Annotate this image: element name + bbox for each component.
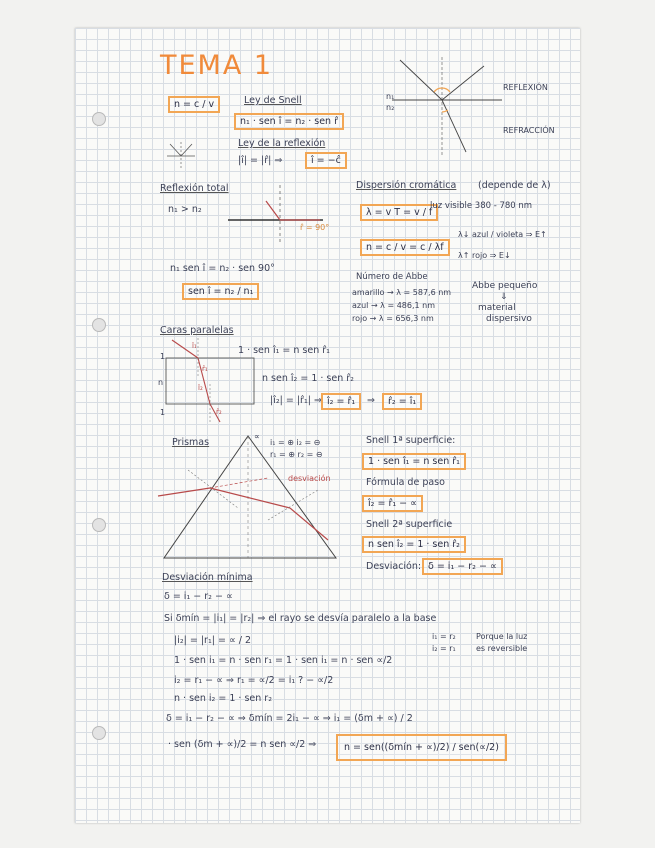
- abbe-label: Número de Abbe: [356, 272, 428, 282]
- reflexion-equation: |î| = |r̂| ⇒: [238, 155, 283, 166]
- minima-line-6: n · sen i₂ = 1 · sen r₂: [174, 693, 273, 704]
- abbe-note-3: material: [478, 303, 516, 313]
- binder-hole: [92, 318, 106, 332]
- binder-hole: [92, 112, 106, 126]
- paso-label: Fórmula de paso: [366, 477, 445, 488]
- prisma-signs-2: r₁ = ⊕ r₂ = ⊖: [270, 450, 323, 459]
- caras-r2: r̂₂: [216, 408, 222, 416]
- reflexion-total-condition: n₁ > n₂: [168, 204, 202, 215]
- page-title: TEMA 1: [160, 50, 274, 81]
- n1-label: n₁: [386, 92, 395, 101]
- n-definition: n = c / v: [168, 96, 220, 113]
- binder-hole: [92, 518, 106, 532]
- minima-line-8: · sen (δm + ∝)/2 = n sen ∝/2 ⇒: [168, 739, 317, 750]
- total-reflection-diagram: [228, 185, 338, 245]
- minima-label: Desviación mínima: [162, 572, 253, 583]
- lambda-equation: λ = v T = v / f: [360, 204, 438, 221]
- snell1-label: Snell 1ª superficie:: [366, 435, 456, 446]
- snell1-box: 1 · sen î₁ = n sen r̂₁: [362, 453, 466, 470]
- snell-label: Ley de Snell: [244, 95, 302, 106]
- luz-visible: luz visible 380 - 780 nm: [430, 201, 533, 211]
- reflexion-total-box: sen î = n₂ / n₁: [182, 283, 259, 300]
- reflexion-label: Ley de la reflexión: [238, 138, 326, 149]
- caras-box2: r̂₂ = î₁: [382, 393, 422, 410]
- reflection-refraction-diagram: [382, 52, 512, 162]
- rojo-energy: λ↑ rojo ⇒ E↓: [458, 251, 511, 260]
- reflexion-total-label: Reflexión total: [160, 183, 229, 194]
- caras-arrow: ⇒: [367, 395, 375, 406]
- prisma-label: Prismas: [172, 437, 210, 448]
- n-dispersion-equation: n = c / v = c / λf: [360, 239, 450, 256]
- abbe-note-1: Abbe pequeño: [472, 281, 538, 291]
- azul-line: azul → λ = 486,1 nm: [352, 301, 436, 310]
- caras-eq2: n sen î₂ = 1 · sen r̂₂: [262, 373, 354, 384]
- minima-line-7: δ = i₁ − r₂ − ∝ ⇒ δmín = 2i₁ − ∝ ⇒ i₁ = (δm + ∝) / 2: [166, 713, 413, 724]
- snell2-box: n sen î₂ = 1 · sen r̂₂: [362, 536, 466, 553]
- reflexion-total-angle: r̂ = 90°: [300, 223, 330, 232]
- desviacion-label: Desviación:: [366, 561, 422, 572]
- minima-final-box: n = sen((δmín + ∝)/2) / sen(∝/2): [336, 734, 507, 761]
- snell2-label: Snell 2ª superficie: [366, 519, 453, 530]
- caras-n: n: [158, 378, 164, 387]
- paso-box: î₂ = r̂₁ − ∝: [362, 495, 423, 512]
- abbe-note-2: ⇓: [500, 292, 508, 302]
- azul-energy: λ↓ azul / violeta ⇒ E↑: [458, 230, 547, 239]
- minima-line-2: Si δmín = |i₁| = |r₂| ⇒ el rayo se desvía paralelo a la base: [164, 613, 437, 624]
- prisma-desviacion-tag: desviación: [288, 474, 331, 483]
- desviacion-box: δ = i₁ − r₂ − ∝: [422, 558, 503, 575]
- amarillo-line: amarillo → λ = 587,6 nm: [352, 288, 452, 297]
- n2-label: n₂: [386, 103, 395, 112]
- prisma-alpha: ∝: [254, 432, 260, 441]
- minima-side-1: i₁ = r₂: [432, 632, 456, 641]
- caras-i2: î₂: [198, 384, 203, 392]
- caras-label: Caras paralelas: [160, 325, 234, 336]
- snell-equation: n₁ · sen î = n₂ · sen r̂: [234, 113, 344, 130]
- abbe-note-4: dispersivo: [486, 314, 532, 324]
- refraccion-tag: REFRACCIÓN: [503, 126, 555, 135]
- caras-r1: r̂₁: [202, 365, 208, 373]
- reflexion-total-equation: n₁ sen î = n₂ · sen 90°: [170, 263, 275, 274]
- binder-hole: [92, 726, 106, 740]
- caras-box1: î₂ = r̂₁: [321, 393, 361, 410]
- caras-eq1: 1 · sen î₁ = n sen r̂₁: [238, 345, 330, 356]
- minima-line-5: i₂ = r₁ − ∝ ⇒ r₁ = ∝/2 = i₁ ? − ∝/2: [174, 675, 334, 686]
- minima-side-4: es reversible: [476, 644, 528, 653]
- dispersion-label: Dispersión cromática: [356, 180, 457, 191]
- caras-one-bottom: 1: [160, 408, 166, 417]
- dispersion-note: (depende de λ): [478, 180, 551, 191]
- caras-one-top: 1: [160, 352, 166, 361]
- minima-line-1: δ = i₁ − r₂ − ∝: [164, 591, 233, 602]
- caras-i1: î₁: [192, 342, 197, 350]
- minima-side-3: Porque la luz: [476, 632, 528, 641]
- minima-line-3: |i₂| = |r₁| = ∝ / 2: [174, 635, 252, 646]
- prism-diagram: [158, 430, 358, 560]
- small-reflection-diagram: [167, 138, 197, 168]
- rojo-line: rojo → λ = 656,3 nm: [352, 314, 434, 323]
- reflexion-tag: REFLEXIÓN: [503, 83, 548, 92]
- minima-line-4: 1 · sen i₁ = n · sen r₁ = 1 · sen i₁ = n · sen ∝/2: [174, 655, 393, 666]
- prisma-signs-1: i₁ = ⊕ i₂ = ⊖: [270, 438, 321, 447]
- minima-side-2: i₂ = r₁: [432, 644, 456, 653]
- caras-eq3: |î₂| = |r̂₁| ⇒: [270, 395, 322, 406]
- reflexion-box: î = −ĉ: [305, 152, 347, 169]
